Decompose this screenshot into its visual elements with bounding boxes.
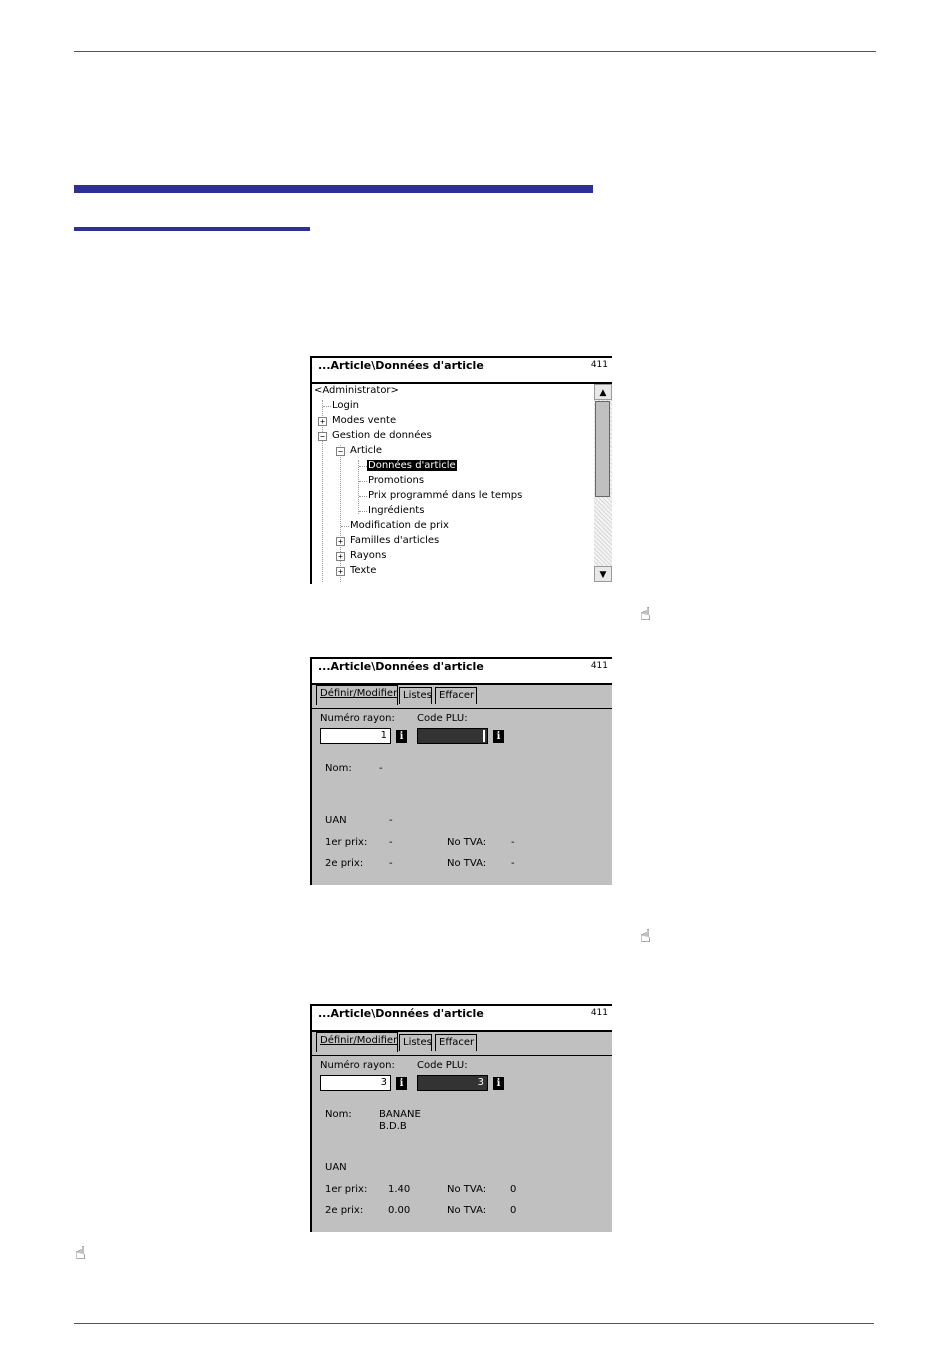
scroll-up-arrow-icon[interactable]: ▲ xyxy=(594,384,612,400)
tab-effacer[interactable]: Effacer xyxy=(435,1034,477,1051)
uan-value: - xyxy=(389,815,393,826)
code-plu-input[interactable]: 3 xyxy=(417,1075,488,1091)
prix1-label: 1er prix: xyxy=(325,1184,368,1195)
prix1-label: 1er prix: xyxy=(325,837,368,848)
code-plu-input[interactable] xyxy=(417,728,488,744)
screen-title: ...Article\Données d'article xyxy=(318,1007,484,1020)
code-plu-label: Code PLU: xyxy=(417,1060,468,1071)
article-form xyxy=(312,1032,612,1232)
tva2-value: 0 xyxy=(510,1205,517,1216)
tree-item-modification-prix[interactable] xyxy=(350,519,449,533)
screen-article-form-filled xyxy=(310,1004,612,1232)
tree-item-administrator[interactable] xyxy=(314,384,399,398)
nom-value: - xyxy=(379,763,383,774)
prix1-value: - xyxy=(389,837,393,848)
tva2-label: No TVA: xyxy=(447,858,487,869)
screen-article-form-empty xyxy=(310,657,612,885)
pointing-hand-icon: ☝ xyxy=(640,926,651,947)
tree-line xyxy=(359,481,367,482)
screen-code: 411 xyxy=(590,1008,608,1018)
tree-item-label: Prix programmé dans le temps xyxy=(368,490,523,501)
article-form xyxy=(312,685,612,885)
tab-definir-modifier[interactable]: Définir/Modifier xyxy=(316,685,398,705)
tva1-value: 0 xyxy=(510,1184,517,1195)
tree-item-label: <Administrator> xyxy=(314,385,399,396)
heading-bar-short xyxy=(74,227,310,231)
collapse-minus-icon[interactable]: − xyxy=(318,432,327,441)
tab-definir-modifier[interactable]: Définir/Modifier xyxy=(316,1032,398,1052)
title-bar xyxy=(312,358,612,384)
tree-item-label: Ingrédients xyxy=(368,505,425,516)
tree-line xyxy=(340,445,341,582)
tree-item-ingredients[interactable] xyxy=(368,504,424,518)
tree-item-label: Promotions xyxy=(368,475,425,486)
prix2-label: 2e prix: xyxy=(325,858,364,869)
scrollbar-thumb[interactable] xyxy=(595,401,610,497)
expand-plus-icon[interactable]: + xyxy=(336,567,345,576)
numero-rayon-label: Numéro rayon: xyxy=(320,713,395,724)
info-icon[interactable]: i xyxy=(493,1077,504,1090)
tree-line xyxy=(358,460,359,514)
vertical-scrollbar[interactable] xyxy=(594,384,612,582)
tree-line xyxy=(359,496,367,497)
tab-strip-line xyxy=(312,1055,612,1056)
tree-item-label: Article xyxy=(350,445,383,456)
prix2-value: 0.00 xyxy=(388,1205,411,1216)
pointing-hand-icon: ☝ xyxy=(640,604,651,625)
tree-item-label: Modification de prix xyxy=(350,520,449,531)
nom-label: Nom: xyxy=(325,1109,352,1120)
code-plu-label: Code PLU: xyxy=(417,713,468,724)
tree-line xyxy=(359,511,367,512)
nom-value-line1: BANANE xyxy=(379,1109,421,1120)
tree-item-label: Données d'article xyxy=(368,460,456,471)
tree-item-modes-vente[interactable] xyxy=(332,414,396,428)
tree-line xyxy=(322,400,323,582)
numero-rayon-input[interactable]: 1 xyxy=(320,728,391,744)
footer-rule xyxy=(74,1323,874,1324)
tree-item-familles-articles[interactable] xyxy=(350,534,439,548)
tree-item-label: Login xyxy=(332,400,359,411)
numero-rayon-label: Numéro rayon: xyxy=(320,1060,395,1071)
tva1-label: No TVA: xyxy=(447,1184,487,1195)
screen-code: 411 xyxy=(590,661,608,671)
scroll-down-arrow-icon[interactable]: ▼ xyxy=(594,566,612,582)
tree-item-prix-programme[interactable] xyxy=(368,489,522,503)
tree-item-gestion-donnees[interactable] xyxy=(332,429,432,443)
screen-code: 411 xyxy=(590,360,608,370)
header-rule xyxy=(74,51,876,52)
tree-item-article[interactable] xyxy=(350,444,382,458)
nom-label: Nom: xyxy=(325,763,352,774)
prix2-value: - xyxy=(389,858,393,869)
tab-effacer[interactable]: Effacer xyxy=(435,687,477,704)
tab-listes[interactable]: Listes xyxy=(399,1034,432,1051)
tva1-label: No TVA: xyxy=(447,837,487,848)
prix1-value: 1.40 xyxy=(388,1184,411,1195)
tree-item-login[interactable] xyxy=(332,399,359,413)
title-bar xyxy=(312,659,612,685)
screen-title: ...Article\Données d'article xyxy=(318,359,484,372)
text-cursor xyxy=(483,730,485,742)
heading-bar-long xyxy=(74,185,593,193)
tree-view xyxy=(312,384,612,582)
expand-plus-icon[interactable]: + xyxy=(318,417,327,426)
uan-label: UAN xyxy=(325,815,347,826)
expand-plus-icon[interactable]: + xyxy=(336,537,345,546)
tree-item-label: Gestion de données xyxy=(332,430,432,441)
tva2-value: - xyxy=(511,858,515,869)
uan-label: UAN xyxy=(325,1162,347,1173)
tva1-value: - xyxy=(511,837,515,848)
tree-item-promotions[interactable] xyxy=(368,474,424,488)
numero-rayon-input[interactable]: 3 xyxy=(320,1075,391,1091)
tree-item-label: Rayons xyxy=(350,550,387,561)
info-icon[interactable]: i xyxy=(493,730,504,743)
tree-item-rayons[interactable] xyxy=(350,549,386,563)
tree-item-texte[interactable] xyxy=(350,564,376,578)
nom-value-line2: B.D.B xyxy=(379,1121,407,1132)
info-icon[interactable]: i xyxy=(396,730,407,743)
tree-line xyxy=(323,406,331,407)
title-bar xyxy=(312,1006,612,1032)
tree-line xyxy=(341,526,349,527)
prix2-label: 2e prix: xyxy=(325,1205,364,1216)
pointing-hand-icon: ☝ xyxy=(75,1243,86,1264)
collapse-minus-icon[interactable]: − xyxy=(336,447,345,456)
tree-item-label: Familles d'articles xyxy=(350,535,440,546)
tva2-label: No TVA: xyxy=(447,1205,487,1216)
screen-tree-menu xyxy=(310,356,612,584)
tree-line xyxy=(359,466,367,467)
tab-strip-line xyxy=(312,708,612,709)
info-icon[interactable]: i xyxy=(396,1077,407,1090)
tree-item-label: Modes vente xyxy=(332,415,397,426)
tab-listes[interactable]: Listes xyxy=(399,687,432,704)
expand-plus-icon[interactable]: + xyxy=(336,552,345,561)
tree-item-donnees-article[interactable] xyxy=(367,459,457,473)
screen-title: ...Article\Données d'article xyxy=(318,660,484,673)
tree-item-label: Texte xyxy=(350,565,377,576)
